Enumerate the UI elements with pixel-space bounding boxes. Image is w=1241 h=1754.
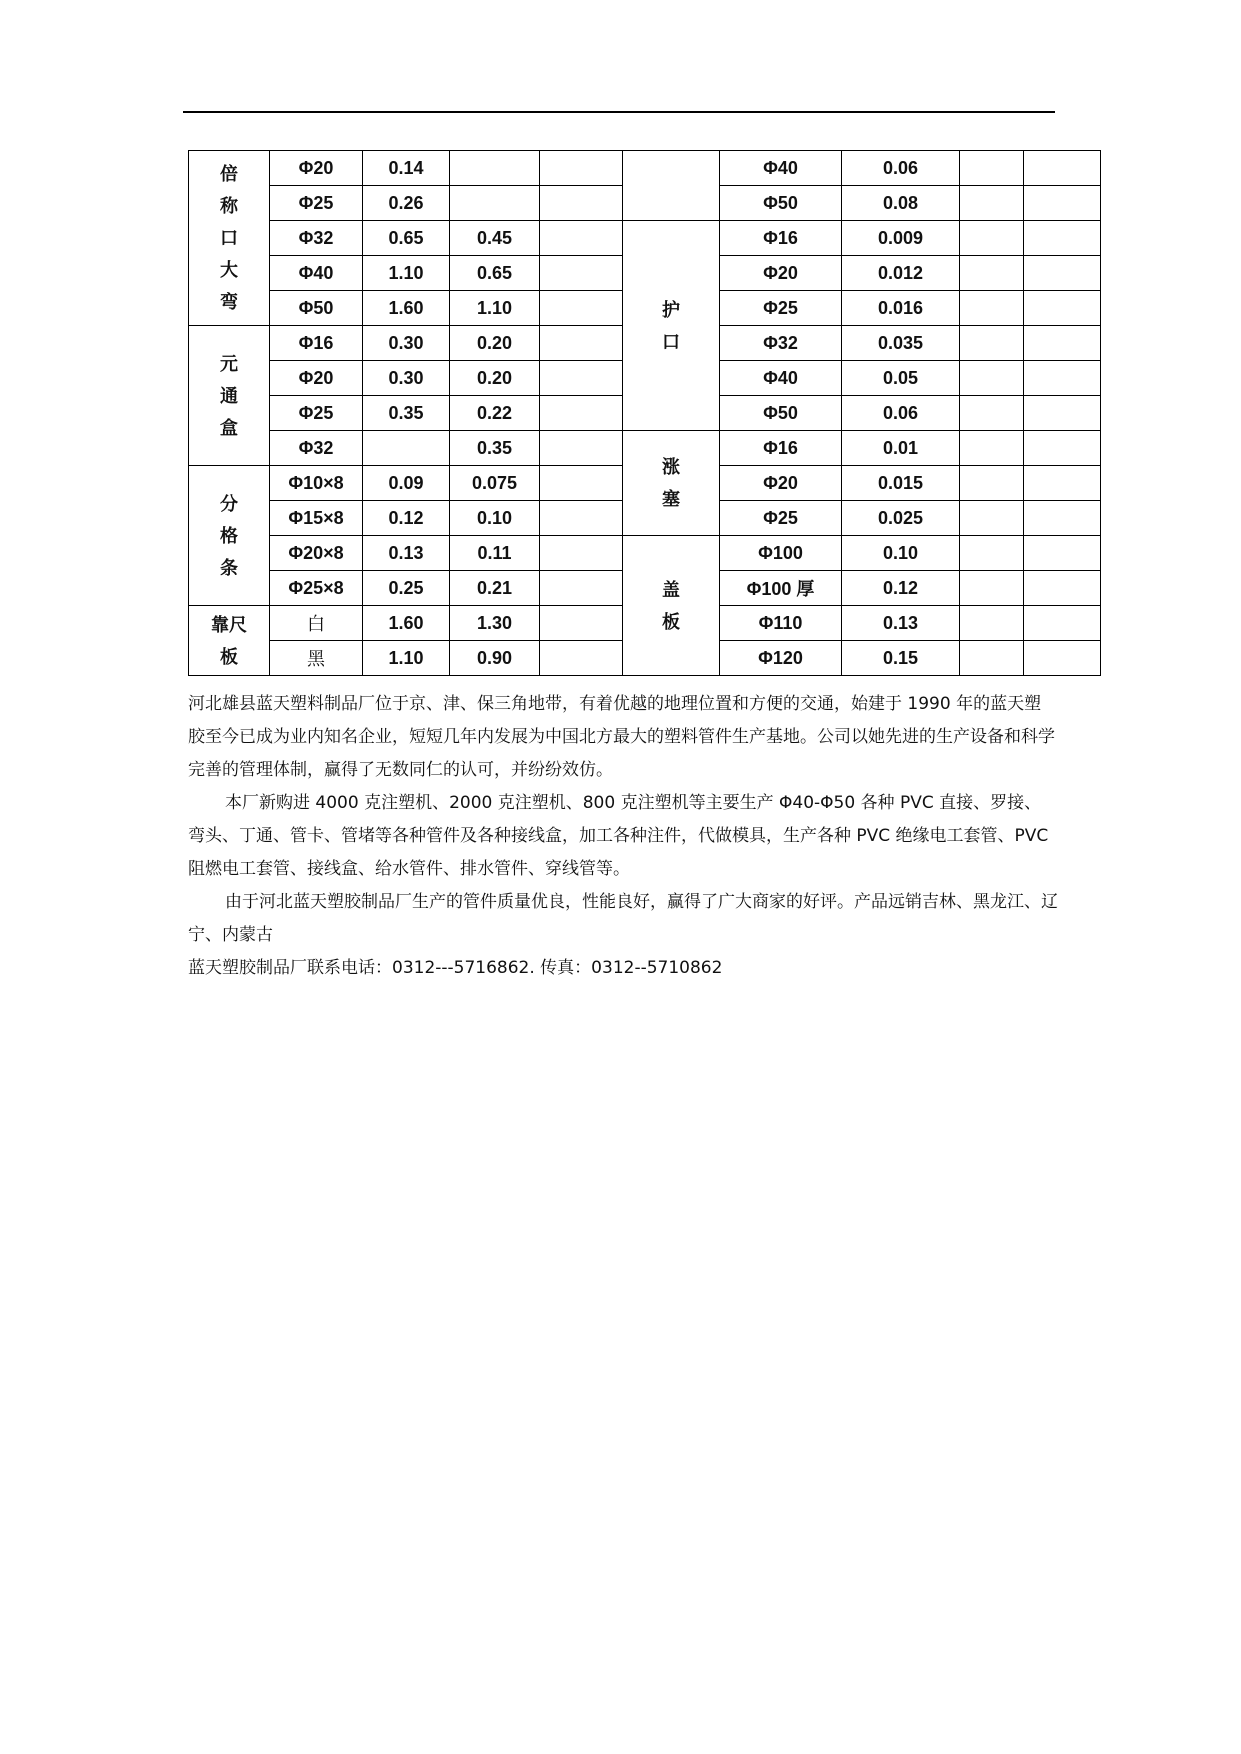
value-cell (960, 151, 1024, 186)
spec-cell: Φ15×8 (270, 501, 363, 536)
price-table (188, 150, 1101, 676)
value-cell: 0.06 (842, 151, 960, 186)
spec-cell: Φ110 (720, 606, 842, 641)
value-cell: 0.009 (842, 221, 960, 256)
value-cell: 0.65 (363, 221, 450, 256)
spec-cell: Φ20 (720, 466, 842, 501)
category-label: 倍称口大弯 (220, 164, 238, 312)
value-cell: 0.01 (842, 431, 960, 466)
paragraph-products: 本厂新购进 4000 克注塑机、2000 克注塑机、800 克注塑机等主要生产 Φ40-Φ50 各种 PVC 直接、罗接、弯头、丁通、管卡、管堵等各种管件及各种接线盒，加工各种注件，代做模具，生产各种 PVC 绝缘电工套管、PVC 阻燃电工套管、接线盒、给水管件、排水管件、穿线管等。 (188, 793, 1049, 879)
table-row (189, 431, 1101, 466)
value-cell (540, 361, 623, 396)
spec-cell: Φ50 (720, 186, 842, 221)
value-cell: 0.45 (450, 221, 540, 256)
value-cell: 0.13 (363, 536, 450, 571)
value-cell: 0.016 (842, 291, 960, 326)
left-category-cell (189, 151, 270, 326)
spec-cell: Φ50 (720, 396, 842, 431)
value-cell (363, 431, 450, 466)
value-cell: 0.10 (450, 501, 540, 536)
spec-cell: Φ120 (720, 641, 842, 676)
spec-cell: Φ16 (720, 431, 842, 466)
value-cell: 1.30 (450, 606, 540, 641)
value-cell: 0.20 (450, 326, 540, 361)
value-cell (960, 291, 1024, 326)
spec-cell: Φ100 厚 (720, 571, 842, 606)
spec-cell: Φ20 (720, 256, 842, 291)
value-cell: 0.05 (842, 361, 960, 396)
value-cell (960, 221, 1024, 256)
value-cell (540, 641, 623, 676)
value-cell (960, 571, 1024, 606)
value-cell: 0.10 (842, 536, 960, 571)
spec-cell: Φ40 (720, 361, 842, 396)
value-cell: 0.35 (363, 396, 450, 431)
value-cell: 0.06 (842, 396, 960, 431)
paragraph-market: 由于河北蓝天塑胶制品厂生产的管件质量优良，性能良好，赢得了广大商家的好评。产品远销吉林、黑龙江、辽宁、内蒙古 (188, 892, 1058, 945)
value-cell (1024, 606, 1101, 641)
price-table-body (189, 151, 1101, 676)
value-cell: 1.60 (363, 291, 450, 326)
left-category-cell (189, 326, 270, 466)
value-cell (960, 186, 1024, 221)
category-label: 盖板 (662, 579, 680, 632)
left-category-cell (189, 466, 270, 606)
value-cell: 0.08 (842, 186, 960, 221)
value-cell (540, 291, 623, 326)
value-cell (1024, 571, 1101, 606)
company-description (188, 688, 1058, 985)
spec-cell: 黑 (270, 641, 363, 676)
value-cell: 0.025 (842, 501, 960, 536)
spec-cell: Φ16 (270, 326, 363, 361)
value-cell (540, 221, 623, 256)
right-category-cell (623, 431, 720, 536)
category-label: 元通盒 (220, 353, 238, 438)
table-row (189, 151, 1101, 186)
spec-cell: Φ25 (270, 396, 363, 431)
value-cell (540, 536, 623, 571)
spec-cell: Φ25×8 (270, 571, 363, 606)
value-cell: 0.12 (363, 501, 450, 536)
spec-cell: Φ32 (270, 221, 363, 256)
value-cell (540, 466, 623, 501)
value-cell (450, 151, 540, 186)
category-label: 护口 (662, 299, 680, 352)
spec-cell: Φ25 (720, 291, 842, 326)
value-cell (450, 186, 540, 221)
value-cell: 0.012 (842, 256, 960, 291)
value-cell: 1.10 (363, 641, 450, 676)
value-cell: 0.11 (450, 536, 540, 571)
value-cell (1024, 151, 1101, 186)
value-cell: 0.22 (450, 396, 540, 431)
value-cell (960, 466, 1024, 501)
value-cell (1024, 501, 1101, 536)
value-cell (1024, 291, 1101, 326)
value-cell (1024, 431, 1101, 466)
value-cell: 0.25 (363, 571, 450, 606)
spec-cell: Φ20 (270, 151, 363, 186)
value-cell (540, 501, 623, 536)
value-cell (960, 256, 1024, 291)
value-cell (540, 431, 623, 466)
right-category-cell (623, 221, 720, 431)
value-cell: 0.20 (450, 361, 540, 396)
value-cell (540, 186, 623, 221)
value-cell (960, 396, 1024, 431)
spec-cell: Φ20 (270, 361, 363, 396)
value-cell (960, 431, 1024, 466)
value-cell: 0.035 (842, 326, 960, 361)
value-cell: 0.14 (363, 151, 450, 186)
value-cell (1024, 186, 1101, 221)
spec-cell: Φ25 (270, 186, 363, 221)
value-cell: 0.13 (842, 606, 960, 641)
value-cell: 0.35 (450, 431, 540, 466)
spec-cell: 白 (270, 606, 363, 641)
value-cell (1024, 396, 1101, 431)
table-row (189, 221, 1101, 256)
value-cell (1024, 641, 1101, 676)
value-cell (540, 256, 623, 291)
category-label: 靠尺板 (211, 614, 247, 667)
spec-cell: Φ16 (720, 221, 842, 256)
spec-cell: Φ32 (720, 326, 842, 361)
value-cell (1024, 466, 1101, 501)
value-cell (960, 501, 1024, 536)
header-rule (183, 111, 1055, 113)
spec-cell: Φ50 (270, 291, 363, 326)
value-cell (540, 396, 623, 431)
value-cell (1024, 256, 1101, 291)
value-cell (960, 536, 1024, 571)
value-cell (1024, 361, 1101, 396)
value-cell: 0.09 (363, 466, 450, 501)
value-cell (540, 571, 623, 606)
right-category-cell (623, 536, 720, 676)
value-cell (540, 151, 623, 186)
value-cell: 0.075 (450, 466, 540, 501)
spec-cell: Φ40 (270, 256, 363, 291)
spec-cell: Φ32 (270, 431, 363, 466)
spec-cell: Φ40 (720, 151, 842, 186)
value-cell (1024, 221, 1101, 256)
value-cell (540, 606, 623, 641)
value-cell (1024, 536, 1101, 571)
value-cell: 0.15 (842, 641, 960, 676)
category-label: 涨塞 (662, 457, 680, 509)
value-cell: 0.65 (450, 256, 540, 291)
value-cell: 0.015 (842, 466, 960, 501)
value-cell: 0.21 (450, 571, 540, 606)
value-cell: 0.90 (450, 641, 540, 676)
table-row (189, 536, 1101, 571)
value-cell (540, 326, 623, 361)
contact-line: 蓝天塑胶制品厂联系电话：0312---5716862. 传真：0312--5710862 (188, 958, 723, 978)
spec-cell: Φ100 (720, 536, 842, 571)
value-cell (960, 326, 1024, 361)
value-cell: 0.30 (363, 361, 450, 396)
category-label: 分格条 (220, 493, 238, 578)
value-cell (960, 361, 1024, 396)
value-cell: 0.12 (842, 571, 960, 606)
value-cell (960, 606, 1024, 641)
value-cell: 1.10 (363, 256, 450, 291)
spec-cell: Φ20×8 (270, 536, 363, 571)
value-cell (960, 641, 1024, 676)
left-category-cell (189, 606, 270, 676)
spec-cell: Φ10×8 (270, 466, 363, 501)
spec-cell: Φ25 (720, 501, 842, 536)
value-cell: 0.26 (363, 186, 450, 221)
paragraph-intro: 河北雄县蓝天塑料制品厂位于京、津、保三角地带，有着优越的地理位置和方便的交通，始建于 1990 年的蓝天塑胶至今已成为业内知名企业，短短几年内发展为中国北方最大的塑料管件生产基地。公司以她先进的生产设备和科学完善的管理体制，赢得了无数同仁的认可，并纷纷效仿。 (188, 694, 1055, 780)
value-cell: 1.10 (450, 291, 540, 326)
value-cell: 0.30 (363, 326, 450, 361)
value-cell (1024, 326, 1101, 361)
right-category-cell (623, 151, 720, 221)
value-cell: 1.60 (363, 606, 450, 641)
